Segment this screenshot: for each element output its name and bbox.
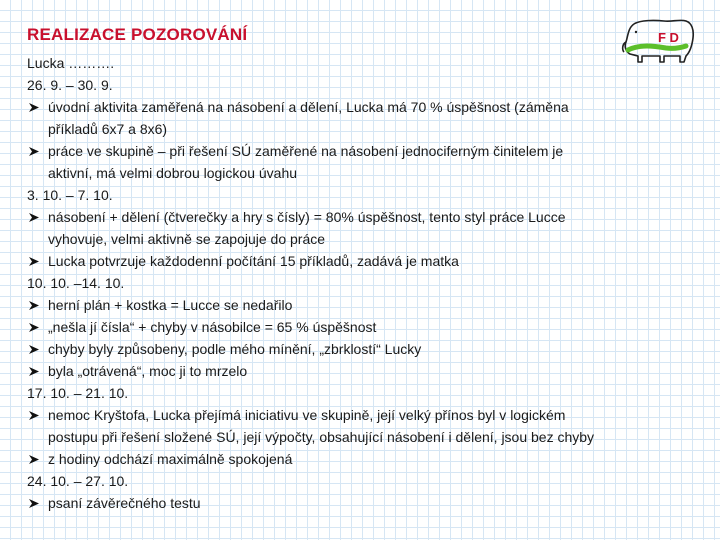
- bullet-item: [27, 316, 697, 338]
- arrow-bullet-icon: [27, 96, 41, 118]
- bullet-text: herní plán + kostka = Lucce se nedařilo: [48, 297, 293, 313]
- bullet-text: z hodiny odchází maximálně spokojená: [48, 451, 293, 467]
- observation-content: [27, 52, 697, 514]
- bullet-text: „nešla jí čísla“ + chyby v násobilce = 65 % úspěšnost: [48, 319, 377, 335]
- bullet-item: [27, 250, 697, 272]
- arrow-bullet-icon: [27, 206, 41, 228]
- bullet-item: [27, 492, 697, 514]
- week-date: 26. 9. – 30. 9.: [27, 77, 113, 93]
- bullet-text-continuation: aktivní, má velmi dobrou logickou úvahu: [48, 165, 298, 181]
- bullet-item: [27, 294, 697, 316]
- bullet-item: [27, 206, 697, 250]
- bullet-text: práce ve skupině – při řešení SÚ zaměřené na násobení jednociferným činitelem je: [48, 143, 564, 159]
- arrow-bullet-icon: [27, 360, 41, 382]
- bullet-text-continuation: postupu při řešení složené SÚ, její výpočty, obsahující násobení i dělení, jsou bez chyby: [48, 429, 595, 445]
- bullet-text-continuation: vyhovuje, velmi aktivně se zapojuje do práce: [48, 231, 326, 247]
- bullet-text: chyby byly způsobeny, podle mého mínění, „zbrklostí“ Lucky: [48, 341, 422, 357]
- week-date: 17. 10. – 21. 10.: [27, 385, 129, 401]
- arrow-bullet-icon: [27, 404, 41, 426]
- bullet-item: [27, 448, 697, 470]
- bullet-item: [27, 96, 697, 140]
- subject-line: Lucka ……….: [27, 55, 115, 71]
- bullet-item: [27, 404, 697, 448]
- bullet-text: psaní závěrečného testu: [48, 495, 201, 511]
- arrow-bullet-icon: [27, 294, 41, 316]
- bullet-text: úvodní aktivita zaměřená na násobení a dělení, Lucka má 70 % úspěšnost (záměna: [48, 99, 569, 115]
- bullet-text: nemoc Kryštofa, Lucka přejímá iniciativu ve skupině, její velký přínos byl v logickém: [48, 407, 566, 423]
- arrow-bullet-icon: [27, 448, 41, 470]
- bullet-text: byla „otrávená“, moc ji to mrzelo: [48, 363, 248, 379]
- week-date: 3. 10. – 7. 10.: [27, 187, 113, 203]
- bullet-text-continuation: příkladů 6x7 a 8x6): [48, 121, 168, 137]
- bullet-item: [27, 140, 697, 184]
- bullet-item: [27, 360, 697, 382]
- week-date: 10. 10. –14. 10.: [27, 275, 125, 291]
- logo-text: F D: [658, 30, 679, 45]
- bullet-item: [27, 338, 697, 360]
- arrow-bullet-icon: [27, 140, 41, 162]
- arrow-bullet-icon: [27, 492, 41, 514]
- arrow-bullet-icon: [27, 338, 41, 360]
- week-date: 24. 10. – 27. 10.: [27, 473, 129, 489]
- arrow-bullet-icon: [27, 250, 41, 272]
- bullet-text: násobení + dělení (čtverečky a hry s čísly) = 80% úspěšnost, tento styl práce Lucce: [48, 209, 566, 225]
- bullet-text: Lucka potvrzuje každodenní počítání 15 příkladů, zadává je matka: [48, 253, 459, 269]
- arrow-bullet-icon: [27, 316, 41, 338]
- slide-title: REALIZACE POZOROVÁNÍ: [27, 25, 248, 44]
